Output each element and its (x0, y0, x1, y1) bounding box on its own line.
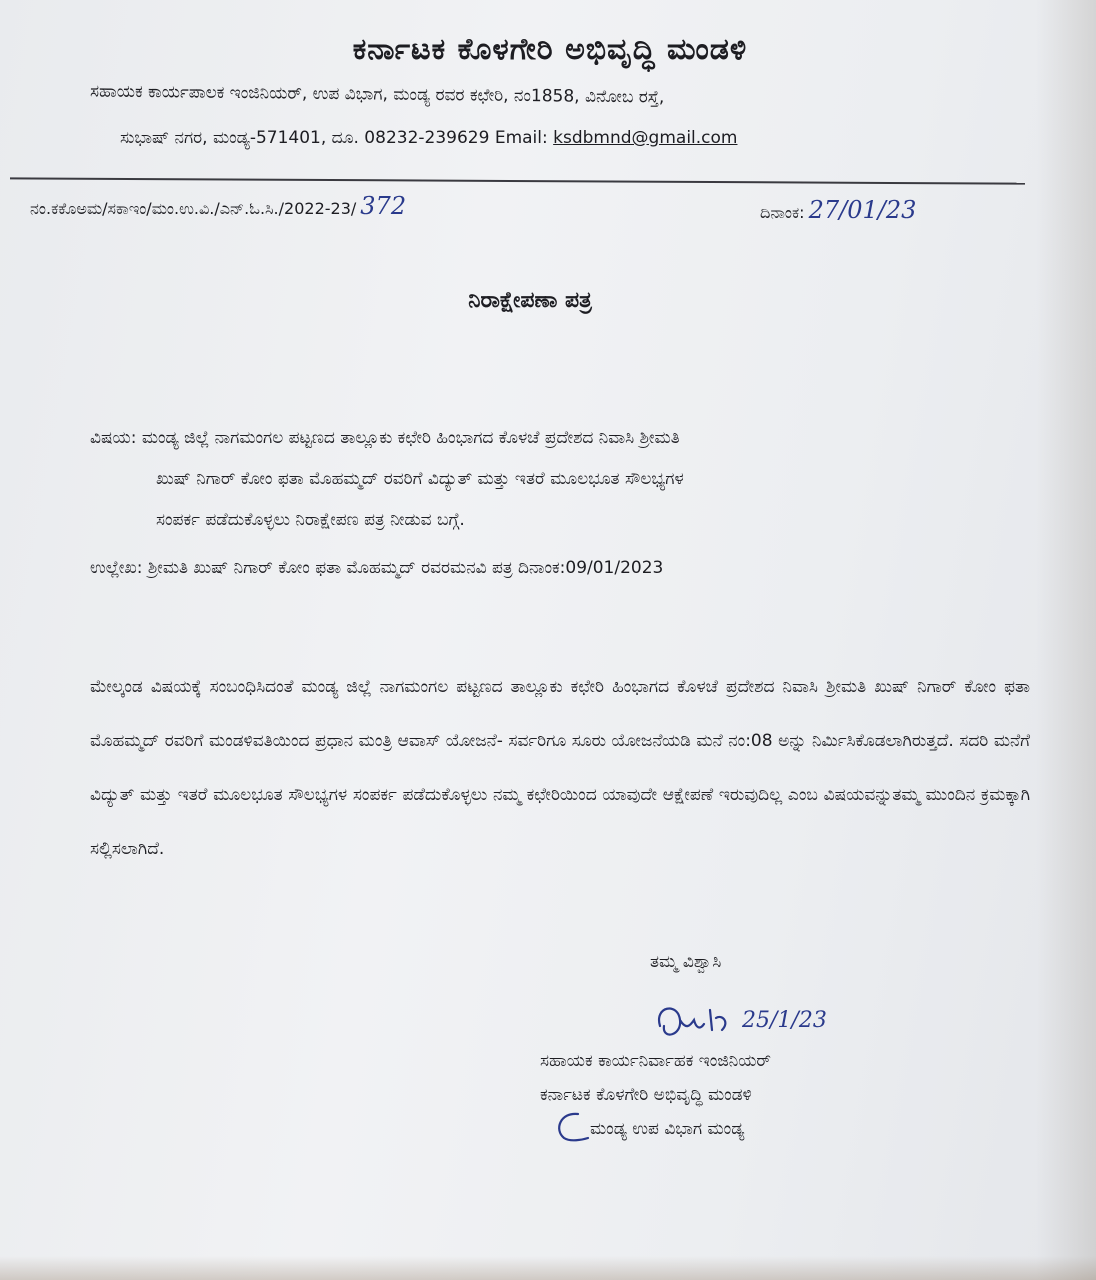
reference-number (30, 192, 406, 220)
date-label: ದಿನಾಂಕ: (760, 203, 805, 222)
signatory-block (540, 1044, 960, 1146)
pen-hook-mark (552, 1108, 592, 1148)
signatory-office: ಮಂಡ್ಯ ಉಪ ವಿಭಾಗ ಮಂಡ್ಯ (590, 1119, 745, 1139)
address-line-2 (120, 128, 940, 148)
organization-name: ಕರ್ನಾಟಕ ಕೊಳಗೇರಿ ಅಭಿವೃದ್ಧಿ ಮಂಡಳಿ (352, 32, 748, 67)
address-line-1: ಸಹಾಯಕ ಕಾರ್ಯಪಾಲಕ ಇಂಜಿನಿಯರ್, ಉಪ ವಿಭಾಗ, ಮಂಡ್ಯ ರವರ ಕಛೇರಿ, ನಂ1858, ವಿನೋಬ ರಸ್ತೆ, (89, 81, 665, 108)
closing-salutation: ತಮ್ಮ ವಿಶ್ವಾಸಿ (650, 952, 722, 972)
subject-line-3: ಸಂಪರ್ಕ ಪಡೆದುಕೊಳ್ಳಲು ನಿರಾಕ್ಷೇಪಣ ಪತ್ರ ನೀಡುವ ಬಗ್ಗೆ. (156, 510, 465, 530)
date-handwritten: 27/01/23 (808, 196, 917, 224)
subject-line-2: ಖುಷ್ ನಿಗಾರ್ ಕೋಂ ಫತಾ ಮೊಹಮ್ಮದ್ ರವರಿಗೆ ವಿದ್ಯುತ್ ಮತ್ತು ಇತರೆ ಮೂಲಭೂತ ಸೌಲಭ್ಯಗಳ (156, 469, 684, 489)
document-title: ನಿರಾಕ್ಷೇಪಣಾ ಪತ್ರ (468, 288, 592, 313)
signatory-organization: ಕರ್ನಾಟಕ ಕೊಳಗೇರಿ ಅಭಿವೃದ್ಧಿ ಮಂಡಳಿ (540, 1085, 752, 1105)
subject-block (90, 418, 1020, 541)
signature-date: 25/1/23 (742, 1008, 827, 1033)
reference-number-printed: ನಂ.ಕಕೊಅಮ/ಸಕಾಇಂ/ಮಂ.ಉ.ವಿ./ಎನ್.ಓ.ಸಿ./2022-23/ (30, 199, 357, 218)
email-label: Email: (494, 128, 548, 148)
subject-line-1: ವಿಷಯ: ಮಂಡ್ಯ ಜಿಲ್ಲೆ ನಾಗಮಂಗಲ ಪಟ್ಟಣದ ತಾಲ್ಲೂಕು ಕಛೇರಿ ಹಿಂಭಾಗದ ಕೊಳಚೆ ಪ್ರದೇಶದ ನಿವಾಸಿ ಶ್ರೀಮತಿ (90, 428, 680, 448)
signatory-designation: ಸಹಾಯಕ ಕಾರ್ಯನಿರ್ವಾಹಕ ಇಂಜಿನಿಯರ್ (540, 1051, 771, 1071)
header-divider (10, 177, 1025, 184)
email-address: ksdbmnd@gmail.com (553, 128, 738, 148)
address-text: ಸುಭಾಷ್ ನಗರ, ಮಂಡ್ಯ-571401, ದೂ. 08232-239629 (120, 128, 490, 148)
reference-number-handwritten: 372 (360, 192, 407, 220)
paper-shadow (1036, 0, 1096, 1280)
body-paragraph: ಮೇಲ್ಕಂಡ ವಿಷಯಕ್ಕೆ ಸಂಬಂಧಿಸಿದಂತೆ ಮಂಡ್ಯ ಜಿಲ್ಲೆ ನಾಗಮಂಗಲ ಪಟ್ಟಣದ ತಾಲ್ಲೂಕು ಕಛೇರಿ ಹಿಂಭಾಗದ ಕೊಳಚೆ ಪ್ರದೇಶದ ನಿವಾಸಿ ಶ್ರೀಮತಿ ಖುಷ್ ನಿಗಾರ್ ಕೋಂ ಫತಾ ಮೊಹಮ್ಮದ್ ರವರಿಗೆ ಮಂಡಳಿವತಿಯಿಂದ ಪ್ರಧಾನ ಮಂತ್ರಿ ಆವಾಸ್ ಯೋಜನೆ- ಸರ್ವರಿಗೂ ಸೂರು ಯೋಜನೆಯಡಿ ಮನೆ ನಂ:08 ಅನ್ನು ನಿರ್ಮಿಸಿಕೊಡಲಾಗಿರುತ್ತದೆ. ಸದರಿ ಮನೆಗೆ ವಿದ್ಯುತ್ ಮತ್ತು ಇತರೆ ಮೂಲಭೂತ ಸೌಲಭ್ಯಗಳ ಸಂಪರ್ಕ ಪಡೆದುಕೊಳ್ಳಲು ನಮ್ಮ ಕಛೇರಿಯಿಂದ ಯಾವುದೇ ಆಕ್ಷೇಪಣೆ ಇರುವುದಿಲ್ಲ ಎಂಬ ವಿಷಯವನ್ನುತಮ್ಮ ಮುಂದಿನ ಕ್ರಮಕ್ಕಾಗಿ ಸಲ್ಲಿಸಲಾಗಿದೆ. (90, 677, 1030, 859)
letter-date (760, 196, 916, 224)
reference-line: ಉಲ್ಲೇಖ: ಶ್ರೀಮತಿ ಖುಷ್ ನಿಗಾರ್ ಕೋಂ ಫತಾ ಮೊಹಮ್ಮದ್ ರವರಮನವಿ ಪತ್ರ ದಿನಾಂಕ:09/01/2023 (90, 558, 664, 578)
paper-bottom-edge (0, 1256, 1096, 1280)
